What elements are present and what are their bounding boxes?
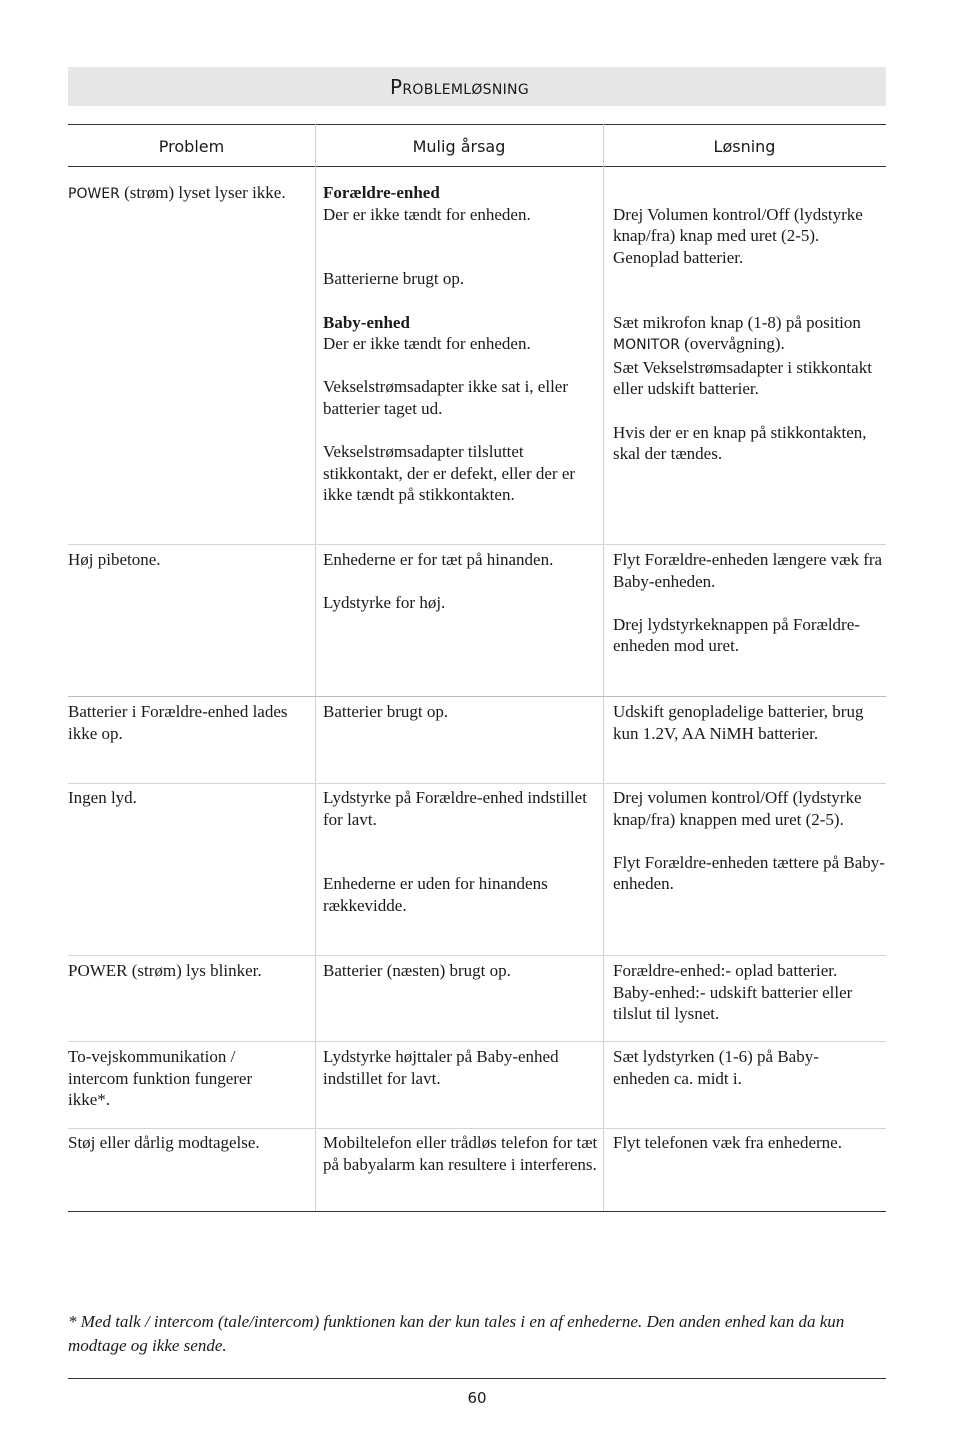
cause-heading-baby: Baby-enhed [323,312,410,332]
cause-heading-parent: Forældre-enhed [323,183,440,202]
problem-cell: To-vejskommunikation / intercom funktion fungerer ikke*. [68,1047,253,1110]
header-problem: Problem [158,137,225,156]
solution-cell: Flyt Forældre-enheden længere væk fra Baby-enheden. Drej lydstyrkeknappen på Forældre-enheden mod uret. [613,550,883,656]
problem-cell: Batterier i Forældre-enhed lades ikke op. [68,702,288,743]
power-label: POWER [68,186,120,202]
problem-cell: Ingen lyd. [68,788,137,807]
cause-cell: Enhederne er for tæt på hinanden. Lydstyrke for høj. [323,550,554,613]
cause-cell: Lydstyrke højttaler på Baby-enhed indstillet for lavt. [323,1047,559,1088]
row-divider [68,544,886,545]
monitor-label: MONITOR [613,337,680,354]
column-divider [315,124,316,1211]
cause-cell: Mobiltelefon eller trådløs telefon for tæt på babyalarm kan resultere i interferens. [323,1133,598,1174]
column-divider [603,124,604,1211]
solution-cell: Flyt telefonen væk fra enhederne. [613,1133,842,1152]
solution-cell: Forældre-enhed:- oplad batterier. Baby-enhed:- udskift batterier eller tilslut til lysnet. [613,961,853,1024]
header-cause: Mulig årsag [412,137,506,156]
solution-cell: Udskift genopladelige batterier, brug kun 1.2V, AA NiMH batterier. [613,702,864,743]
cause-cell: Batterier brugt op. [323,702,449,721]
cause-cell: Lydstyrke på Forældre-enhed indstillet for lavt. Enhederne er uden for hinandens rækkevidde. [323,788,587,915]
problem-cell: Høj pibetone. [68,550,161,569]
header-solution: Løsning [713,137,776,156]
table-header-row [68,124,886,167]
footer-rule [68,1378,886,1379]
page-number: 60 [467,1389,487,1407]
problem-cell: POWER (strøm) lyset lyser ikke. [68,183,286,202]
cause-cell: Batterier (næsten) brugt op. [323,961,511,980]
solution-cell: Drej volumen kontrol/Off (lydstyrke knap/fra) knappen med uret (2-5). Flyt Forældre-enheden tættere på Baby-enheden. [613,788,885,894]
cause-cell: Forældre-enhed Der er ikke tændt for enheden. Batterierne brugt op. Baby-enhed Der er ikke tændt for enheden. Vekselstrømsadapter ikke sat i, eller batterier taget ud. Vekselstrømsadapter tilsluttet stikkontakt, der er defekt, eller der er ikke tændt på stikkontakten. [323,182,598,506]
row-divider [68,1128,886,1129]
troubleshooting-table [68,124,886,1174]
table-bottom-rule [68,1211,886,1212]
row-divider [68,955,886,956]
row-divider [68,696,886,697]
problem-cell: POWER (strøm) lys blinker. [68,961,262,980]
section-title-bar [68,67,886,106]
solution-cell: Sæt lydstyrken (1-6) på Baby-enheden ca. midt i. [613,1047,819,1088]
problem-cell: Støj eller dårlig modtagelse. [68,1133,260,1152]
footnote: * Med talk / intercom (tale/intercom) funktionen kan der kun tales i en af enhederne. Den anden enhed kan da kun modtage og ikke sende. [68,1312,845,1355]
row-divider [68,783,886,784]
row-divider [68,1041,886,1042]
solution-cell: Drej Volumen kontrol/Off (lydstyrke knap/fra) knap med uret (2-5). Genoplad batterier. Sæt mikrofon knap (1-8) på position MONITOR (overvågning). Sæt Vekselstrømsadapter i stikkontakt eller udskift batterier. Hvis der er en knap på stikkontakten, skal der tændes. [613,204,872,464]
page-title: Problemløsning [390,75,529,99]
